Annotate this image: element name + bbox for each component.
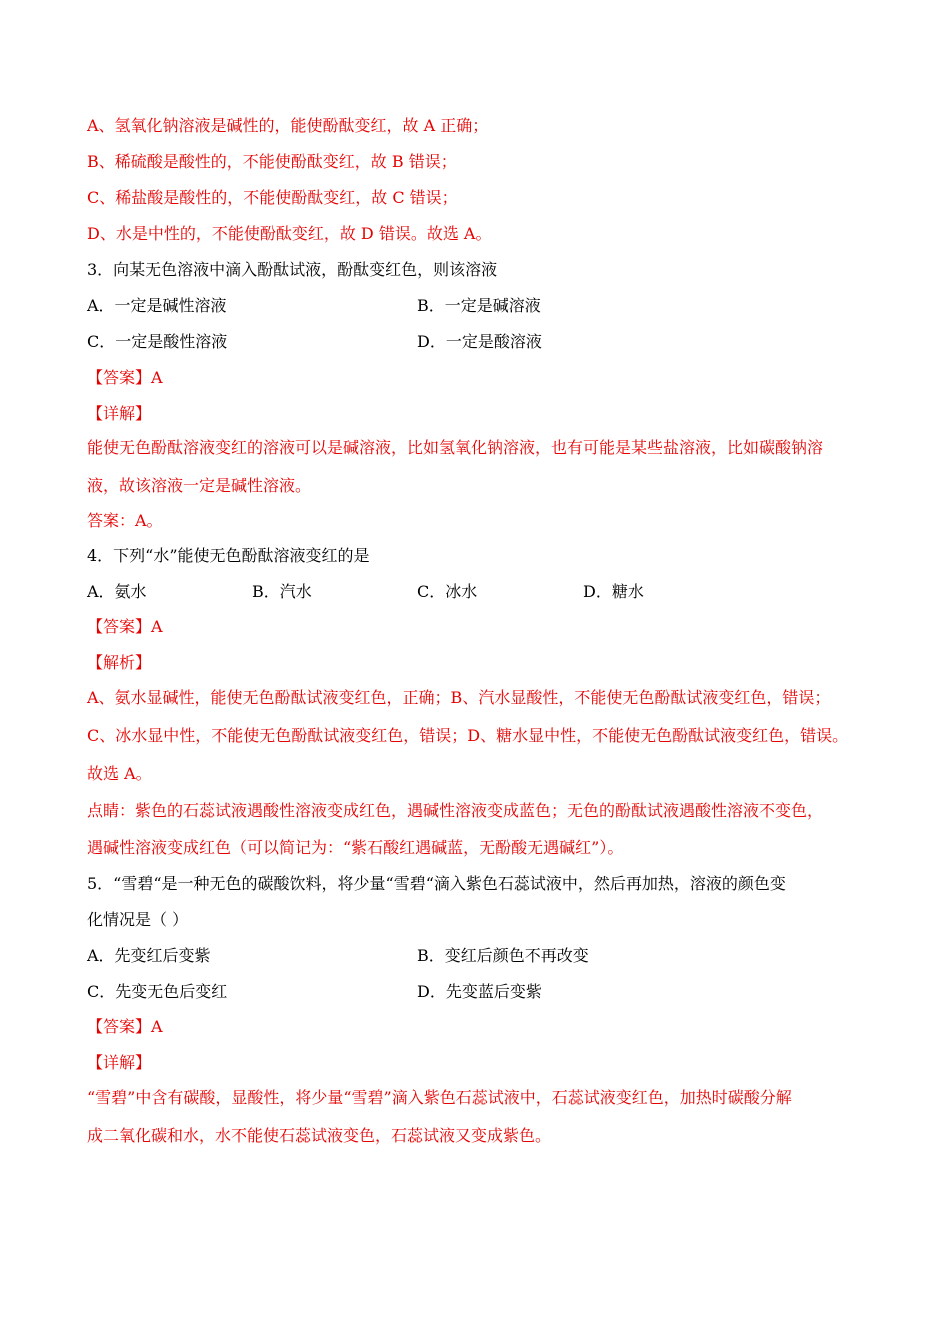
answer-label: 【答案】A	[87, 617, 163, 636]
option-d: D．糖水	[583, 582, 644, 601]
answer-label: 【答案】A	[87, 368, 163, 387]
question-stem: 5．“雪碧“是一种无色的碳酸饮料，将少量“雪碧“滴入紫色石蕊试液中，然后再加热，溶液的颜色变	[87, 874, 786, 893]
option-a: A．先变红后变紫	[87, 946, 211, 965]
option-b: B．汽水	[252, 582, 312, 601]
prev-explanation-line: D、水是中性的，不能使酚酞变红，故 D 错误。故选 A。	[87, 224, 492, 243]
prev-explanation-line: B、稀硫酸是酸性的，不能使酚酞变红，故 B 错误；	[87, 152, 457, 171]
prev-explanation-line: C、稀盐酸是酸性的，不能使酚酞变红，故 C 错误；	[87, 188, 458, 207]
detail-line: A、氨水显碱性，能使无色酚酞试液变红色，正确；B、汽水显酸性，不能使无色酚酞试液变红色，错误；	[87, 688, 831, 707]
detail-line: 能使无色酚酞溶液变红的溶液可以是碱溶液，比如氢氧化钠溶液，也有可能是某些盐溶液，比如碳酸钠溶	[87, 438, 824, 457]
detail-line: 点睛：紫色的石蕊试液遇酸性溶液变成红色，遇碱性溶液变成蓝色；无色的酚酞试液遇酸性溶液不变色，	[87, 801, 824, 820]
detail-line: “雪碧”中含有碳酸，显酸性，将少量“雪碧”滴入紫色石蕊试液中，石蕊试液变红色，加热时碳酸分解	[87, 1088, 792, 1107]
option-b: B．一定是碱溶液	[417, 296, 541, 315]
prev-explanation-line: A、氢氧化钠溶液是碱性的，能使酚酞变红，故 A 正确；	[87, 116, 489, 135]
option-a: A．氨水	[87, 582, 147, 601]
detail-line: 遇碱性溶液变成红色（可以简记为：“紫石酸红遇碱蓝，无酚酸无遇碱红”）。	[87, 838, 624, 857]
option-b: B．变红后颜色不再改变	[417, 946, 589, 965]
answer-label: 【答案】A	[87, 1017, 163, 1036]
detail-line: 液，故该溶液一定是碱性溶液。	[87, 476, 312, 495]
option-c: C．冰水	[417, 582, 478, 601]
detail-label: 【详解】	[87, 1053, 152, 1072]
detail-line: C、冰水显中性，不能使无色酚酞试液变红色，错误；D、糖水显中性，不能使无色酚酞试液变红色，错误。	[87, 726, 849, 745]
detail-line: 故选 A。	[87, 764, 152, 783]
detail-label: 【详解】	[87, 404, 152, 423]
option-c: C．先变无色后变红	[87, 982, 228, 1001]
detail-line: 成二氧化碳和水，水不能使石蕊试液变色，石蕊试液又变成紫色。	[87, 1126, 552, 1145]
option-d: D．先变蓝后变紫	[417, 982, 542, 1001]
detail-label: 【解析】	[87, 653, 152, 672]
detail-line: 答案：A。	[87, 511, 163, 530]
question-stem: 化情况是（ ）	[87, 910, 189, 929]
option-c: C．一定是酸性溶液	[87, 332, 228, 351]
question-stem: 4．下列“水”能使无色酚酞溶液变红的是	[87, 546, 370, 565]
option-d: D．一定是酸溶液	[417, 332, 542, 351]
option-a: A．一定是碱性溶液	[87, 296, 227, 315]
question-stem: 3．向某无色溶液中滴入酚酞试液，酚酞变红色，则该溶液	[87, 260, 498, 279]
